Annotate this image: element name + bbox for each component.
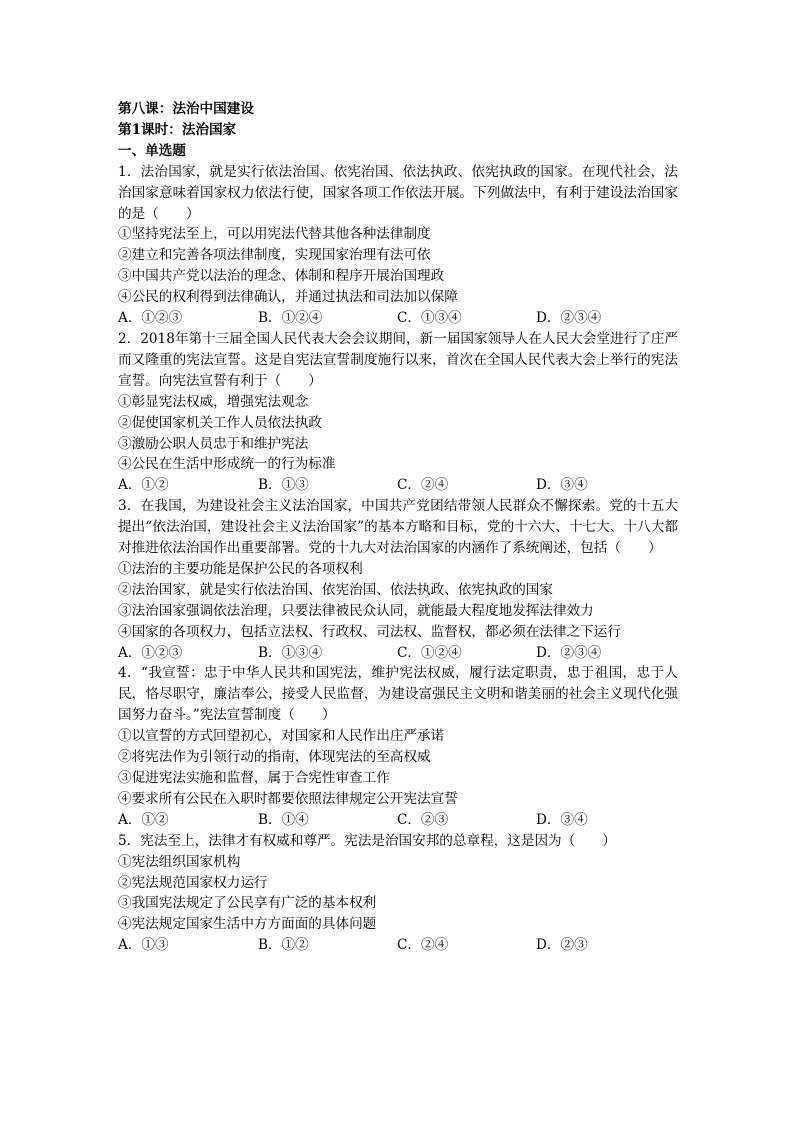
option-b: B．①③④	[258, 644, 323, 661]
option-a: A．①③	[118, 937, 169, 954]
document-page	[118, 99, 678, 956]
statement-item: ①法治的主要功能是保护公民的各项权利	[118, 560, 363, 577]
option-d: D．②③④	[536, 310, 602, 327]
lesson-title: 第八课：法治中国建设	[118, 101, 254, 117]
statement-item: ④公民的权利得到法律确认，并通过执法和司法加以保障	[118, 289, 458, 306]
option-b: B．①②	[258, 937, 309, 954]
option-c: C．②④	[397, 937, 449, 954]
statement-item: ②将宪法作为引领行动的指南，体现宪法的至高权威	[118, 749, 431, 766]
statement-item: ③法治国家强调依法治理，只要法律被民众认同，就能最大程度地发挥法律效力	[118, 602, 594, 619]
period-title: 第1课时：法治国家	[118, 121, 237, 138]
option-b: B．①③	[258, 477, 309, 494]
statement-item: ①以宣誓的方式回望初心，对国家和人民作出庄严承诺	[118, 728, 445, 745]
option-a: A．①②③	[118, 310, 183, 327]
question-5	[118, 831, 678, 956]
option-c: C．①③④	[397, 310, 462, 327]
question-4	[118, 663, 678, 830]
statement-item: ③激励公职人员忠于和维护宪法	[118, 435, 309, 452]
statement-item: ④宪法规定国家生活中方方面面的具体问题	[118, 916, 377, 933]
question-stem: 4．“我宣誓：忠于中华人民共和国宪法，维护宪法权威，履行法定职责，忠于祖国，忠于人民，恪尽职守，廉洁奉公，接受人民监督，为建设富强民主文明和谐美丽的社会主义现代化强国努力奋斗。”宪法宣誓制度（ ）	[118, 665, 678, 724]
question-stem: 5．宪法至上，法律才有权威和尊严。宪法是治国安邦的总章程，这是因为（ ）	[118, 832, 617, 849]
option-c: C．②③	[397, 811, 449, 828]
statement-item: ②宪法规范国家权力运行	[118, 874, 268, 891]
answer-options	[118, 475, 678, 496]
option-b: B．①②④	[258, 310, 323, 327]
question-2	[118, 329, 678, 496]
answer-options	[118, 810, 678, 831]
question-1	[118, 162, 678, 329]
statement-item: ①宪法组织国家机构	[118, 853, 241, 870]
statement-item: ①彰显宪法权威，增强宪法观念	[118, 393, 309, 410]
statement-item: ②法治国家，就是实行依法治国、依宪治国、依法执政、依宪执政的国家	[118, 581, 553, 598]
option-a: A．①②	[118, 811, 169, 828]
option-a: A．①②	[118, 477, 169, 494]
statement-item: ④国家的各项权力，包括立法权、行政权、司法权、监督权，都必须在法律之下运行	[118, 623, 621, 640]
option-d: D．③④	[536, 477, 588, 494]
statement-item: ④要求所有公民在入职时都要依照法律规定公开宪法宣誓	[118, 790, 458, 807]
answer-options	[118, 308, 678, 329]
option-b: B．①④	[258, 811, 309, 828]
statement-item: ③促进宪法实施和监督，属于合宪性审查工作	[118, 770, 390, 786]
option-c: C．①②④	[397, 644, 462, 661]
question-stem: 1．法治国家，就是实行依法治国、依宪治国、依法执政、依宪执政的国家。在现代社会，法治国家意味着国家权力依法行使，国家各项工作依法开展。下列做法中，有利于建设法治国家的是（ ）	[118, 163, 678, 222]
option-d: D．②③④	[536, 644, 602, 661]
statement-item: ③中国共产党以法治的理念、体制和程序开展治国理政	[118, 268, 445, 285]
option-c: C．②④	[397, 477, 449, 494]
option-a: A．①②③	[118, 644, 183, 661]
question-stem: 3．在我国，为建设社会主义法治国家，中国共产党团结带领人民群众不懈探索。党的十五大提出“依法治国，建设社会主义法治国家”的基本方略和目标，党的十六大、十七大、十八大都对推进依法治国作出重要部署。党的十九大对法治国家的内涵作了系统阐述，包括（ ）	[118, 498, 678, 557]
question-3	[118, 496, 678, 663]
option-d: D．②③	[536, 937, 588, 954]
option-d: D．③④	[536, 811, 588, 828]
section-title: 一、单选题	[118, 142, 186, 159]
statement-item: ②促使国家机关工作人员依法执政	[118, 414, 322, 431]
statement-item: ③我国宪法规定了公民享有广泛的基本权利	[118, 895, 377, 912]
question-stem: 2．2018年第十三届全国人民代表大会会议期间，新一届国家领导人在人民大会堂进行了庄严而又隆重的宪法宣誓。这是自宪法宣誓制度施行以来，首次在全国人民代表大会上举行的宪法宣誓。向宪法宣誓有利于（ ）	[118, 330, 678, 389]
answer-options	[118, 643, 678, 664]
statement-item: ②建立和完善各项法律制度，实现国家治理有法可依	[118, 247, 431, 264]
statement-item: ④公民在生活中形成统一的行为标准	[118, 456, 336, 473]
statement-item: ①坚持宪法至上，可以用宪法代替其他各种法律制度	[118, 226, 431, 243]
answer-options	[118, 935, 678, 956]
